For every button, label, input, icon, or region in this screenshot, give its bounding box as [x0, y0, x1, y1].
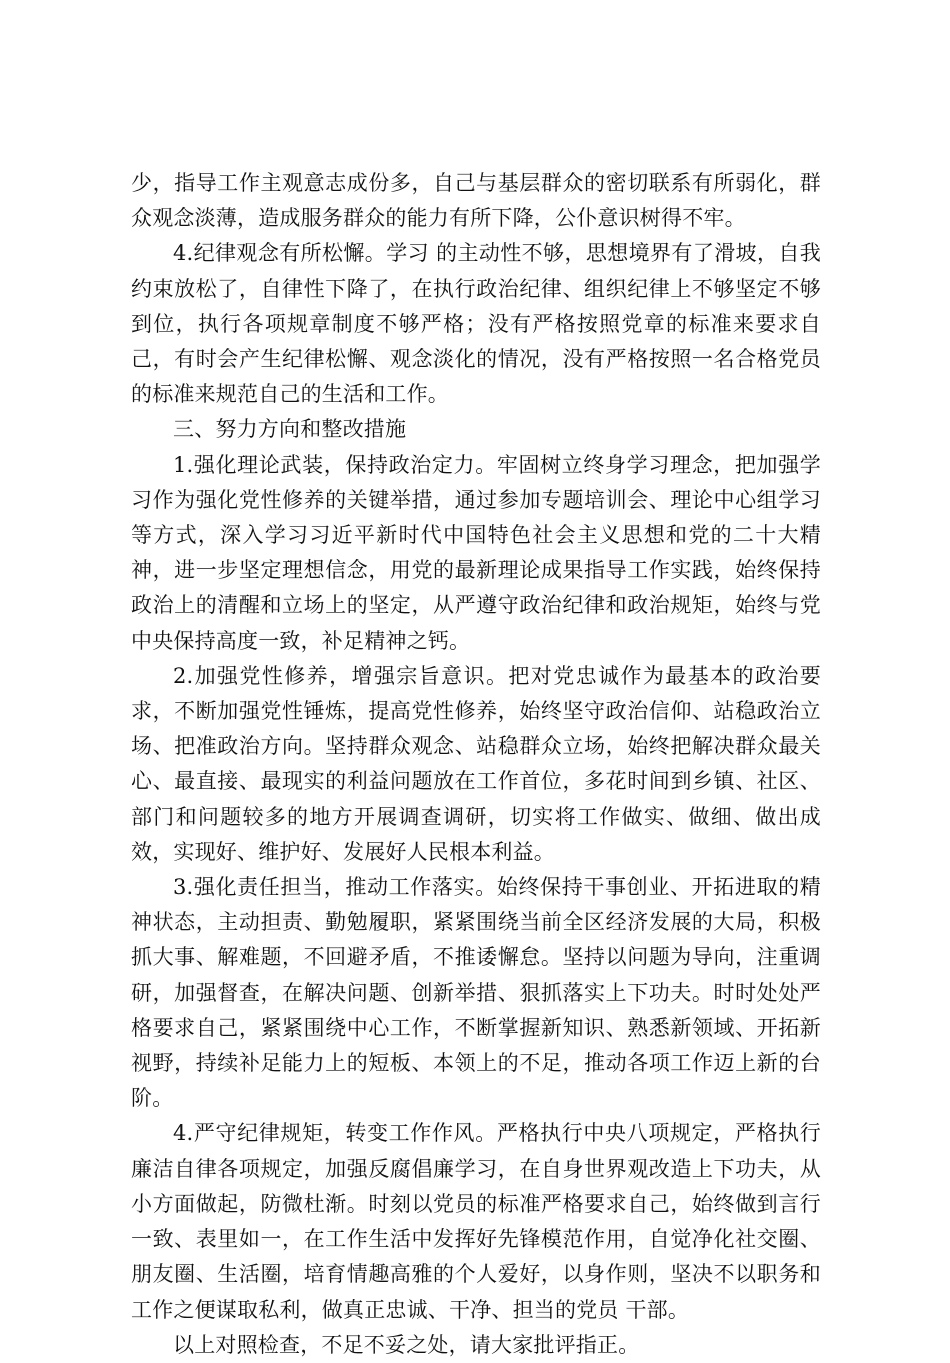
section-heading-improvement-measures: 三、努力方向和整改措施: [173, 417, 407, 442]
document-page: [131, 0, 821, 1357]
paragraph-measure-2: 2.加强党性修养，增强宗旨意识。把对党忠诚作为最基本的政治要求，不断加强党性锤炼，提高党性修养，始终坚守政治信仰、站稳政治立场、把准政治方向。坚持群众观念、站稳群众立场，始终把解决群众最关心、最直接、最现实的利益问题放在工作首位，多花时间到乡镇、社区、部门和问题较多的地方开展调查调研，切实将工作做实、做细、做出成效，实现好、维护好、发展好人民根本利益。: [131, 663, 821, 864]
paragraph-closing: 以上对照检查，不足不妥之处，请大家批评指正。: [173, 1332, 640, 1357]
document-body: [131, 166, 821, 1363]
paragraph-continuation: 少，指导工作主观意志成份多，自己与基层群众的密切联系有所弱化，群众观念淡薄，造成服务群众的能力有所下降，公仆意识树得不牢。: [131, 171, 821, 231]
paragraph-measure-4: 4.严守纪律规矩，转变工作作风。严格执行中央八项规定，严格执行廉洁自律各项规定，加强反腐倡廉学习，在自身世界观改造上下功夫，从小方面做起，防微杜渐。时刻以党员的标准严格要求自己，始终做到言行一致、表里如一，在工作生活中发挥好先锋模范作用，自觉净化社交圈、朋友圈、生活圈，培育情趣高雅的个人爱好，以身作则，坚决不以职务和工作之便谋取私利，做真正忠诚、干净、担当的党员 干部。: [131, 1121, 821, 1322]
paragraph-discipline-issue: 4.纪律观念有所松懈。学习 的主动性不够，思想境界有了滑坡，自我约束放松了，自律性下降了，在执行政治纪律、组织纪律上不够坚定不够到位，执行各项规章制度不够严格；没有严格按照党章的标准来要求自己，有时会产生纪律松懈、观念淡化的情况，没有严格按照一名合格党员 的标准来规范自己的生活和工作。: [131, 241, 821, 407]
paragraph-measure-1: 1.强化理论武装，保持政治定力。牢固树立终身学习理念，把加强学习作为强化党性修养的关键举措，通过参加专题培训会、理论中心组学习等方式，深入学习习近平新时代中国特色社会主义思想和党的二十大精神，进一步坚定理想信念，用党的最新理论成果指导工作实践，始终保持政治上的清醒和立场上的坚定，从严遵守政治纪律和政治规矩，始终与党中央保持高度一致，补足精神之钙。: [131, 452, 821, 653]
paragraph-measure-3: 3.强化责任担当，推动工作落实。始终保持干事创业、开拓进取的精神状态，主动担责、勤勉履职，紧紧围绕当前全区经济发展的大局，积极抓大事、解难题，不回避矛盾，不推诿懈怠。坚持以问题为导向，注重调研，加强督查，在解决问题、创新举措、狠抓落实上下功夫。时时处处严格要求自己，紧紧围绕中心工作，不断掌握新知识、熟悉新领域、开拓新视野，持续补足能力上的短板、本领上的不足，推动各项工作迈上新的台阶。: [131, 875, 821, 1111]
